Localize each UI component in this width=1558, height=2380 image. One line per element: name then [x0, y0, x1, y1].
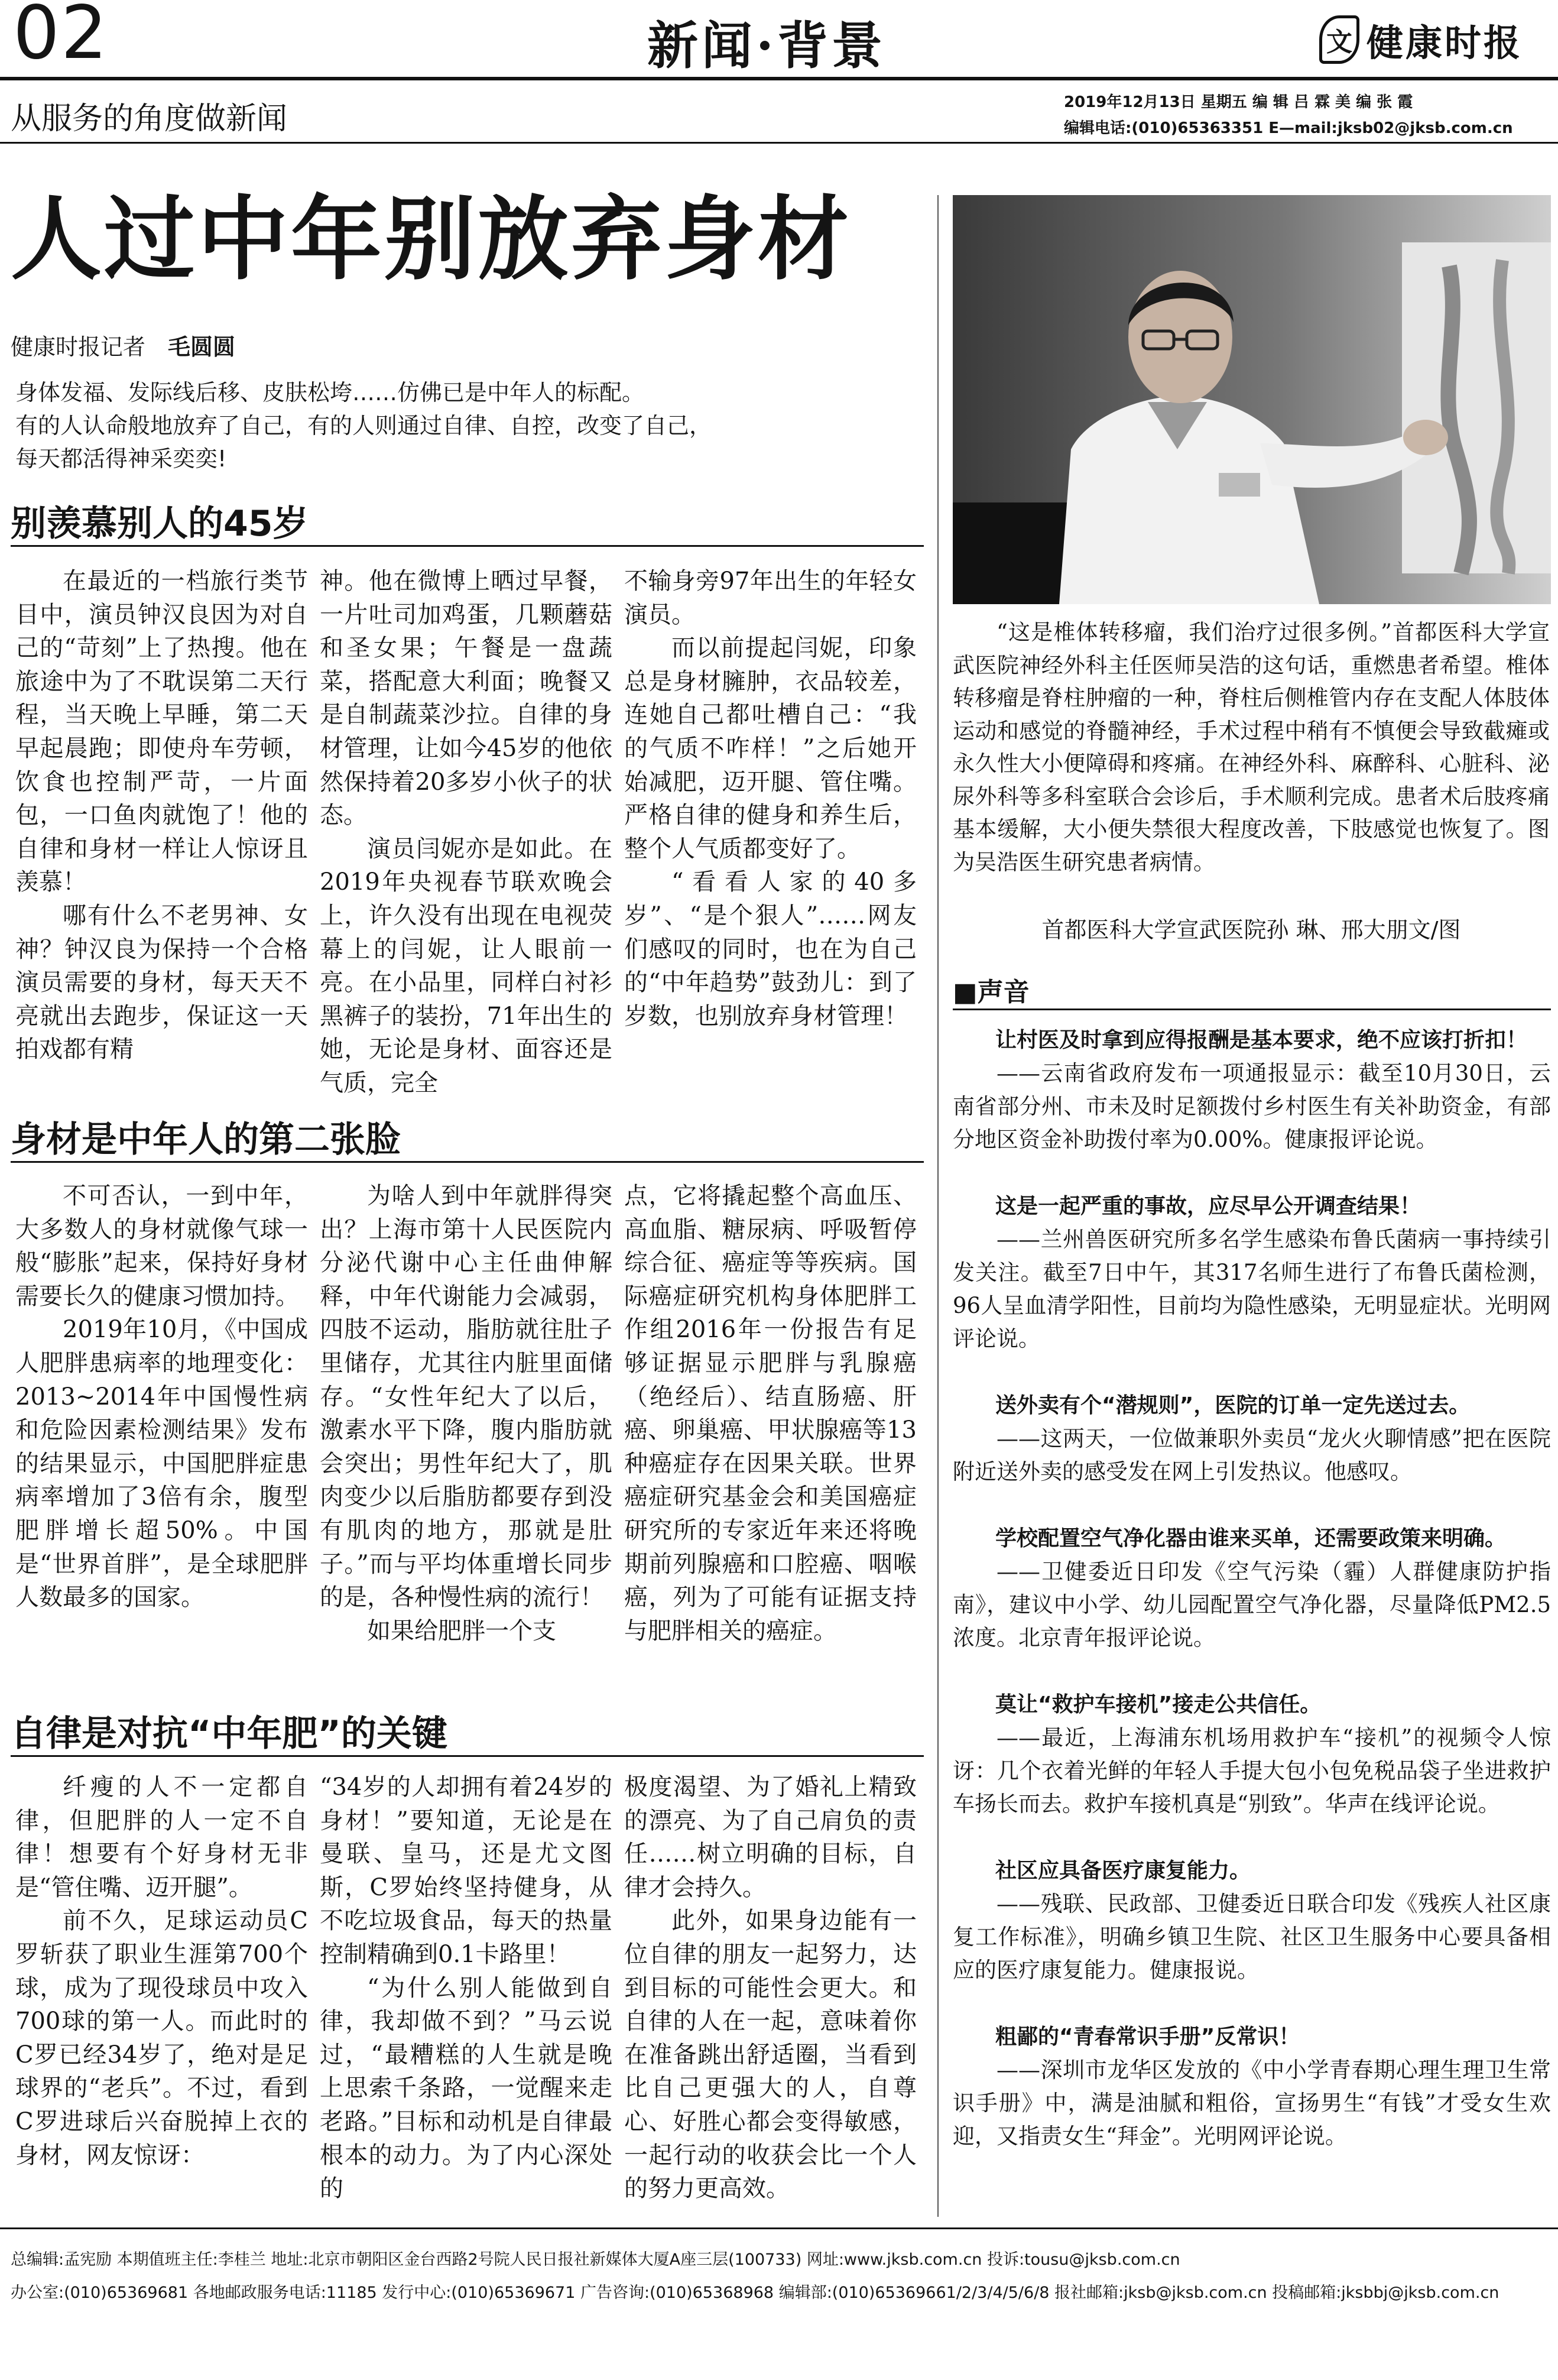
- voice-item: [953, 1190, 1551, 1356]
- voice-body: ——这两天，一位做兼职外卖员“龙火火聊情感”把在医院附近送外卖的感受发在网上引发热议。他感叹。: [953, 1426, 1551, 1484]
- section-body: [15, 1771, 917, 2206]
- paragraph: 如果给肥胖一个支: [367, 1617, 556, 1645]
- text-column: [624, 565, 917, 1100]
- voices-list: [953, 1024, 1551, 2187]
- voice-item: [953, 1389, 1551, 1489]
- voice-title: 社区应具备医疗康复能力。: [995, 1859, 1251, 1883]
- article-headline: 人过中年别放弃身材: [11, 186, 852, 293]
- voice-item: [953, 1024, 1551, 1156]
- voice-title: 让村医及时拿到应得报酬是基本要求，绝不应该打折扣！: [995, 1028, 1528, 1052]
- text-column: [15, 1771, 308, 2206]
- text-column: [320, 565, 612, 1100]
- voice-item: [953, 1522, 1551, 1655]
- doctor-photo: [953, 195, 1551, 604]
- paragraph: 不输身旁97年出生的年轻女演员。: [624, 568, 917, 628]
- paragraph: 而以前提起闫妮，印象总是身材臃肿，衣品较差，连她自己都吐槽自己：“我的气质不咋样！”之后她开始减肥，迈开腿、管住嘴。严格自律的健身和养生后，整个人气质都变好了。: [624, 634, 917, 862]
- voice-title: 粗鄙的“青春常识手册”反常识！: [995, 2025, 1300, 2049]
- text-column: [15, 565, 308, 1100]
- caption-text: “这是椎体转移瘤，我们治疗过很多例。”首都医科大学宣武医院神经外科主任医师吴浩的这句话，重燃患者希望。椎体转移瘤是脊柱肿瘤的一种，脊柱后侧椎管内存在支配人体肢体运动和感觉的脊髓神经，手术过程中稍有不慎便会导致截瘫或永久性大小便障碍和疼痛。在神经外科、麻醉科、心脏科、泌尿外科等多科室联合会诊后，手术顺利完成。患者术后肢疼痛基本缓解，大小便失禁很大程度改善，下肢感觉也恢复了。图为吴浩医生研究患者病情。: [953, 620, 1550, 875]
- voice-title: 莫让“救护车接机”接走公共信任。: [995, 1692, 1322, 1717]
- voice-body: ——卫健委近日印发《空气污染（霾）人群健康防护指南》，建议中小学、幼儿园配置空气净化器，尽量降低PM2.5浓度。北京青年报评论说。: [953, 1559, 1551, 1651]
- paragraph: 哪有什么不老男神、女神？钟汉良为保持一个合格演员需要的身材，每天天不亮就出去跑步，保证这一天拍戏都有精: [15, 902, 308, 1063]
- paragraph: 为啥人到中年就胖得突出？上海市第十人民医院内分泌代谢中心主任曲伸解释，中年代谢能力会减弱，四肢不运动，脂肪就往肚子里储存，尤其往内脏里面储存。“女性年纪大了以后，激素水平下降，腹内脂肪就会突出；男性年纪大了，肌肉变少以后脂肪都要存到没有肌肉的地方，那就是肚子。”而与平均体重增长同步的是，各种慢性病的流行！: [320, 1182, 612, 1611]
- masthead-bottom-rule: [0, 142, 1558, 144]
- editorial-contact: 编辑电话:(010)65363351 E—mail:jksb02@jksb.com.cn: [1064, 119, 1513, 137]
- date-editor-line: 2019年12月13日 星期五 编 辑 吕 霖 美 编 张 霞: [1064, 93, 1413, 111]
- section-rule: [11, 1161, 924, 1163]
- article-intro: [15, 376, 914, 475]
- paragraph: 2019年10月，《中国成人肥胖患病率的地理变化：2013~2014年中国慢性病和危险因素检测结果》发布的结果显示，中国肥胖症患病率增加了3倍有余，腹型肥胖增长超50%。中国是“世界首胖”，是全球肥胖人数最多的国家。: [15, 1316, 308, 1611]
- section-heading: 自律是对抗“中年肥”的关键: [11, 1713, 447, 1755]
- paragraph: 演员闫妮亦是如此。在2019年央视春节联欢晚会上，许久没有出现在电视荧幕上的闫妮，让人眼前一亮。在小品里，同样白衬衫黑裤子的装扮，71年出生的她，无论是身材、面容还是气质，完全: [320, 835, 612, 1097]
- section-rule: [11, 545, 924, 547]
- slogan: 从服务的角度做新闻: [11, 101, 288, 137]
- voice-title: 这是一起严重的事故，应尽早公开调查结果！: [995, 1194, 1421, 1218]
- footer-line: 办公室:(010)65369681 各地邮政服务电话:11185 发行中心:(010)65369671 广告咨询:(010)65368968 编辑部:(010)65369661/2/3/4/5/6/8 报社邮箱:jksb@jksb.com.cn 投稿邮箱:jksbbj@jksb.com.cn: [11, 2284, 1499, 2302]
- paragraph: “看看人家的40多岁”、“是个狠人”……网友们感叹的同时，也在为自己的“中年趋势”鼓劲儿：到了岁数，也别放弃身材管理！: [624, 868, 917, 1030]
- logo-mark: 文: [1319, 15, 1359, 64]
- paragraph: 此外，如果身边能有一位自律的朋友一起努力，达到目标的可能性会更大。和自律的人在一起，意味着你在准备跳出舒适圈，当看到比自己更强大的人，自尊心、好胜心都会变得敏感，一起行动的收获会比一个人的努力更高效。: [624, 1907, 917, 2203]
- voice-body: ——兰州兽医研究所多名学生感染布鲁氏菌病一事持续引发关注。截至7日中午，其317名师生进行了布鲁氏菌检测，96人呈血清学阳性，目前均为隐性感染，无明显症状。光明网评论说。: [953, 1227, 1551, 1351]
- paragraph: 前不久，足球运动员C罗斩获了职业生涯第700个球，成为了现役球员中攻入700球的第一人。而此时的C罗已经34岁了，绝对是足球界的“老兵”。不过，看到C罗进球后兴奋脱掉上衣的身材，网友惊讶：: [15, 1907, 308, 2169]
- section-heading: 身材是中年人的第二张脸: [11, 1119, 401, 1160]
- intro-line: 有的人认命般地放弃了自己，有的人则通过自律、自控，改变了自己，: [15, 413, 712, 439]
- section-body: [15, 1179, 917, 1648]
- voices-rule: [953, 1009, 1551, 1010]
- voice-body: ——残联、民政部、卫健委近日联合印发《残疾人社区康复工作标准》，明确乡镇卫生院、社区卫生服务中心要具备相应的医疗康复能力。健康报说。: [953, 1891, 1551, 1983]
- voice-body: ——云南省政府发布一项通报显示：截至10月30日，云南省部分州、市未及时足额拨付乡村医生有关补助资金，有部分地区资金补助拨付率为0.00%。健康报评论说。: [953, 1061, 1551, 1152]
- paragraph: 点，它将撬起整个高血压、高血脂、糖尿病、呼吸暂停综合征、癌症等等疾病。国际癌症研究机构身体肥胖工作组2016年一份报告有足够证据显示肥胖与乳腺癌（绝经后）、结直肠癌、肝癌、卵巢癌、甲状腺癌等13种癌症存在因果关联。世界癌症研究基金会和美国癌症研究所的专家近年来还将晚期前列腺癌和口腔癌、咽喉癌，列为了可能有证据支持与肥胖相关的癌症。: [624, 1182, 917, 1645]
- doctor-photo-illustration: [953, 195, 1551, 604]
- voice-body: ——深圳市龙华区发放的《中小学青春期心理生理卫生常识手册》中，满是油腻和粗俗，宣扬男生“有钱”才受女生欢迎，又指责女生“拜金”。光明网评论说。: [953, 2057, 1551, 2149]
- paragraph: “34岁的人却拥有着24岁的身材！”要知道，无论是在曼联、皇马，还是尤文图斯，C罗始终坚持健身，从不吃垃圾食品，每天的热量控制精确到0.1卡路里！: [320, 1773, 612, 1968]
- section-rule: [11, 1755, 924, 1757]
- voice-item: [953, 2021, 1551, 2153]
- page-number: 02: [13, 0, 109, 76]
- byline: [11, 329, 235, 361]
- column-divider: [937, 195, 939, 2217]
- paragraph: 纤瘦的人不一定都自律，但肥胖的人一定不自律！想要有个好身材无非是“管住嘴、迈开腿”。: [15, 1773, 308, 1901]
- voice-body: ——最近，上海浦东机场用救护车“接机”的视频令人惊讶：几个衣着光鲜的年轻人手提大包小包免税品袋子坐进救护车扬长而去。救护车接机真是“别致”。华声在线评论说。: [953, 1725, 1551, 1817]
- text-column: [320, 1179, 612, 1648]
- voices-heading: ■声音: [953, 977, 1030, 1007]
- voice-item: [953, 1854, 1551, 1987]
- paragraph: 极度渴望、为了婚礼上精致的漂亮、为了自己肩负的责任……树立明确的目标，自律才会持久。: [624, 1773, 917, 1901]
- intro-line: 每天都活得神采奕奕!: [15, 446, 227, 472]
- paragraph: 在最近的一档旅行类节目中，演员钟汉良因为对自己的“苛刻”上了热搜。他在旅途中为了不耽误第二天行程，当天晚上早睡，第二天早起晨跑；即使舟车劳顿，饮食也控制严苛，一片面包，一口鱼肉就饱了！他的自律和身材一样让人惊讶且羡慕！: [15, 568, 308, 896]
- voice-item: [953, 1688, 1551, 1821]
- voice-title: 学校配置空气净化器由谁来买单，还需要政策来明确。: [995, 1526, 1507, 1551]
- intro-line: 身体发福、发际线后移、皮肤松垮……仿佛已是中年人的标配。: [15, 380, 645, 406]
- logo-text: 健康时报: [1367, 21, 1523, 64]
- paragraph: “为什么别人能做到自律，我却做不到？”马云说过，“最糟糕的人生就是晚上思索千条路，一觉醒来走老路。”目标和动机是自律最根本的动力。为了内心深处的: [320, 1974, 612, 2203]
- byline-label: 健康时报记者: [11, 334, 146, 360]
- text-column: [624, 1771, 917, 2206]
- text-column: [320, 1771, 612, 2206]
- paragraph: 不可否认，一到中年，大多数人的身材就像气球一般“膨胀”起来，保持好身材需要长久的健康习惯加持。: [15, 1182, 308, 1310]
- paragraph: 神。他在微博上晒过早餐，一片吐司加鸡蛋，几颗蘑菇和圣女果；午餐是一盘蔬菜，搭配意大利面；晚餐又是自制蔬菜沙拉。自律的身材管理，让如今45岁的他依然保持着20多岁小伙子的状态。: [320, 568, 612, 829]
- section-body: [15, 565, 917, 1100]
- section-heading: 别羡慕别人的45岁: [11, 503, 309, 544]
- photo-caption: [953, 616, 1550, 878]
- footer-rule: [0, 2227, 1558, 2229]
- photo-credit: 首都医科大学宣武医院孙 琳、邢大朋文/图: [1041, 917, 1461, 943]
- section-title: 新闻·背景: [647, 16, 886, 76]
- footer-line: 总编辑:孟宪励 本期值班主任:李桂兰 地址:北京市朝阳区金台西路2号院人民日报社新媒体大厦A座三层(100733) 网址:www.jksb.com.cn 投诉:tousu@jksb.com.cn: [11, 2251, 1180, 2269]
- masthead-rule: [0, 77, 1558, 80]
- newspaper-logo: [1319, 13, 1523, 66]
- byline-author: 毛圆圆: [168, 334, 236, 360]
- text-column: [624, 1179, 917, 1648]
- text-column: [15, 1179, 308, 1648]
- voice-title: 送外卖有个“潜规则”，医院的订单一定先送过去。: [995, 1393, 1471, 1418]
